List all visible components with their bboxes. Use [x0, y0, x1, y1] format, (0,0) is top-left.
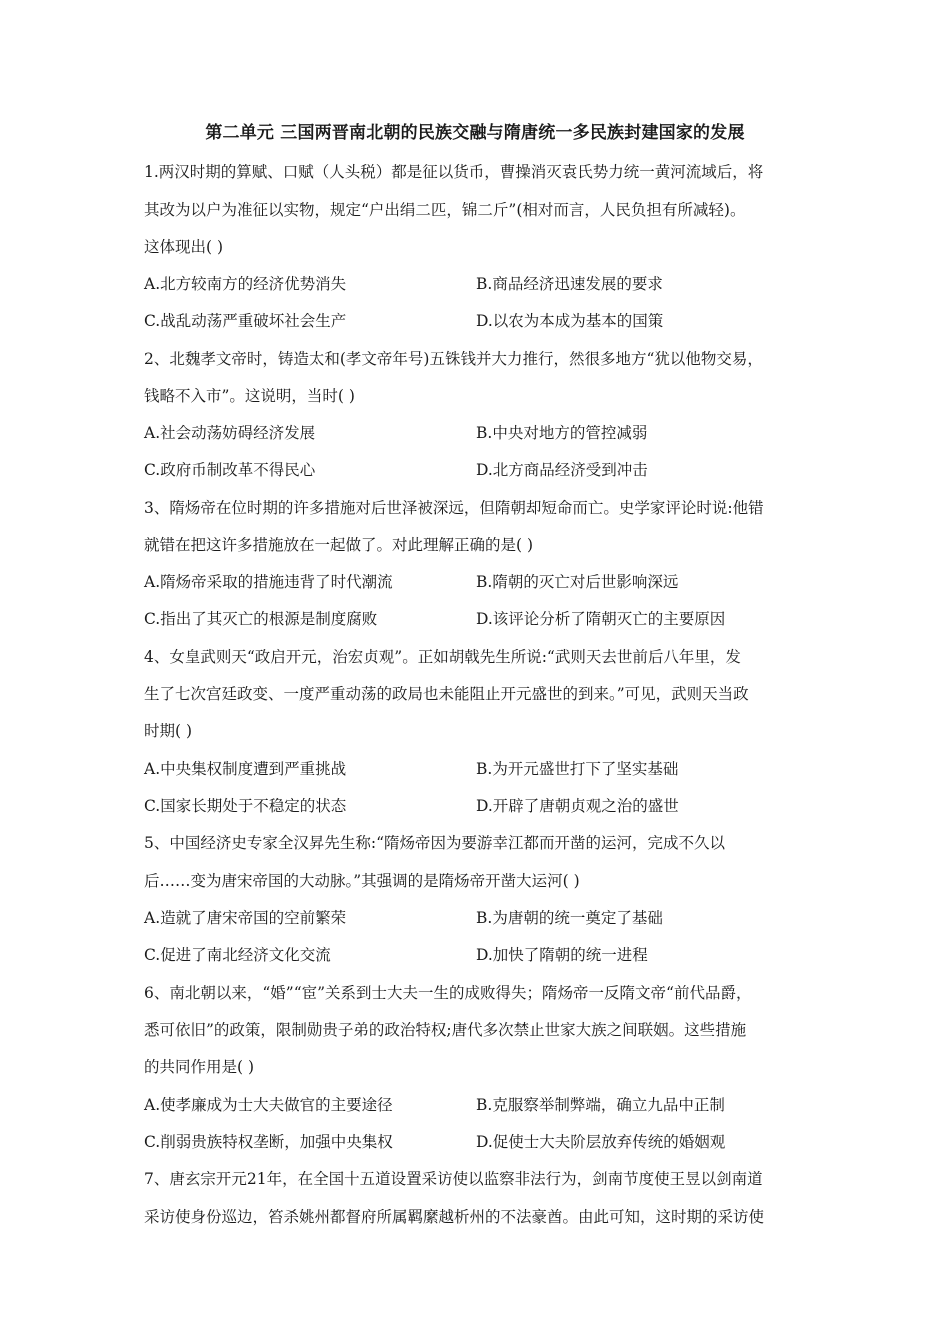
question-2-option-d: D.北方商品经济受到冲击: [476, 461, 648, 479]
question-2-line-2: 钱略不入市”。这说明，当时( ): [144, 387, 355, 405]
question-2-option-a: A.社会动荡妨碍经济发展: [144, 424, 316, 442]
question-6-line-2: 悉可依旧”的政策，限制勋贵子弟的政治特权;唐代多次禁止世家大族之间联姻。这些措施: [144, 1021, 747, 1039]
question-5-option-d: D.加快了隋朝的统一进程: [476, 946, 648, 964]
page-title: 第二单元 三国两晋南北朝的民族交融与隋唐统一多民族封建国家的发展: [205, 123, 745, 143]
question-6-line-1: 6、南北朝以来，“婚”“宦”关系到士大夫一生的成败得失；隋炀帝一反隋文帝“前代品爵，: [144, 984, 752, 1002]
question-6-option-c: C.削弱贵族特权垄断，加强中央集权: [144, 1133, 393, 1151]
question-3-option-a: A.隋炀帝采取的措施违背了时代潮流: [144, 573, 393, 591]
question-3-option-d: D.该评论分析了隋朝灭亡的主要原因: [476, 610, 726, 628]
question-3-line-2: 就错在把这许多措施放在一起做了。对此理解正确的是( ): [144, 536, 534, 554]
question-1-option-d: D.以农为本成为基本的国策: [476, 312, 664, 330]
question-4-option-a: A.中央集权制度遭到严重挑战: [144, 760, 347, 778]
question-7-line-1: 7、唐玄宗开元21年，在全国十五道设置采访使以监察非法行为，剑南节度使王昱以剑南道: [144, 1170, 763, 1188]
question-2-line-1: 2、北魏孝文帝时，铸造太和(孝文帝年号)五铢钱并大力推行，然很多地方“犹以他物交易，: [144, 350, 763, 368]
question-4-option-d: D.开辟了唐朝贞观之治的盛世: [476, 797, 679, 815]
question-1-option-a: A.北方较南方的经济优势消失: [144, 275, 347, 293]
question-5-option-b: B.为唐朝的统一奠定了基础: [476, 909, 663, 927]
question-5-line-1: 5、中国经济史专家全汉昇先生称:“隋炀帝因为要游幸江都而开凿的运河，完成不久以: [144, 834, 726, 852]
question-1-line-2: 其改为以户为准征以实物，规定“户出绢二匹，锦二斤”(相对而言，人民负担有所减轻)。: [144, 201, 746, 219]
question-4-option-c: C.国家长期处于不稳定的状态: [144, 797, 347, 815]
question-1-line-1: 1.两汉时期的算赋、口赋（人头税）都是征以货币，曹操消灭袁氏势力统一黄河流域后，将: [144, 163, 764, 181]
question-6-option-d: D.促使士大夫阶层放弃传统的婚姻观: [476, 1133, 726, 1151]
question-5-option-a: A.造就了唐宋帝国的空前繁荣: [144, 909, 347, 927]
question-1-option-b: B.商品经济迅速发展的要求: [476, 275, 663, 293]
question-3-line-1: 3、隋炀帝在位时期的许多措施对后世泽被深远，但隋朝却短命而亡。史学家评论时说:他错: [144, 499, 764, 517]
question-1-option-c: C.战乱动荡严重破坏社会生产: [144, 312, 347, 330]
question-6-option-b: B.克服察举制弊端，确立九品中正制: [476, 1096, 725, 1114]
question-4-line-3: 时期( ): [144, 722, 193, 740]
question-2-option-b: B.中央对地方的管控减弱: [476, 424, 648, 442]
question-1-line-3: 这体现出( ): [144, 238, 224, 256]
question-2-option-c: C.政府币制改革不得民心: [144, 461, 316, 479]
question-6-option-a: A.使孝廉成为士大夫做官的主要途径: [144, 1096, 393, 1114]
question-6-line-3: 的共同作用是( ): [144, 1058, 255, 1076]
question-5-option-c: C.促进了南北经济文化交流: [144, 946, 331, 964]
question-5-line-2: 后……变为唐宋帝国的大动脉。”其强调的是隋炀帝开凿大运河( ): [144, 872, 580, 890]
question-7-line-2: 采访使身份巡边，笞杀姚州都督府所属羁縻越析州的不法豪酋。由此可知，这时期的采访使: [144, 1208, 765, 1226]
question-3-option-b: B.隋朝的灭亡对后世影响深远: [476, 573, 679, 591]
question-4-option-b: B.为开元盛世打下了坚实基础: [476, 760, 679, 778]
question-4-line-2: 生了七次宫廷政变、一度严重动荡的政局也未能阻止开元盛世的到来。”可见，武则天当政: [144, 685, 749, 703]
question-4-line-1: 4、女皇武则天“政启开元，治宏贞观”。正如胡戟先生所说:“武则天去世前后八年里，发: [144, 648, 741, 666]
question-3-option-c: C.指出了其灭亡的根源是制度腐败: [144, 610, 378, 628]
